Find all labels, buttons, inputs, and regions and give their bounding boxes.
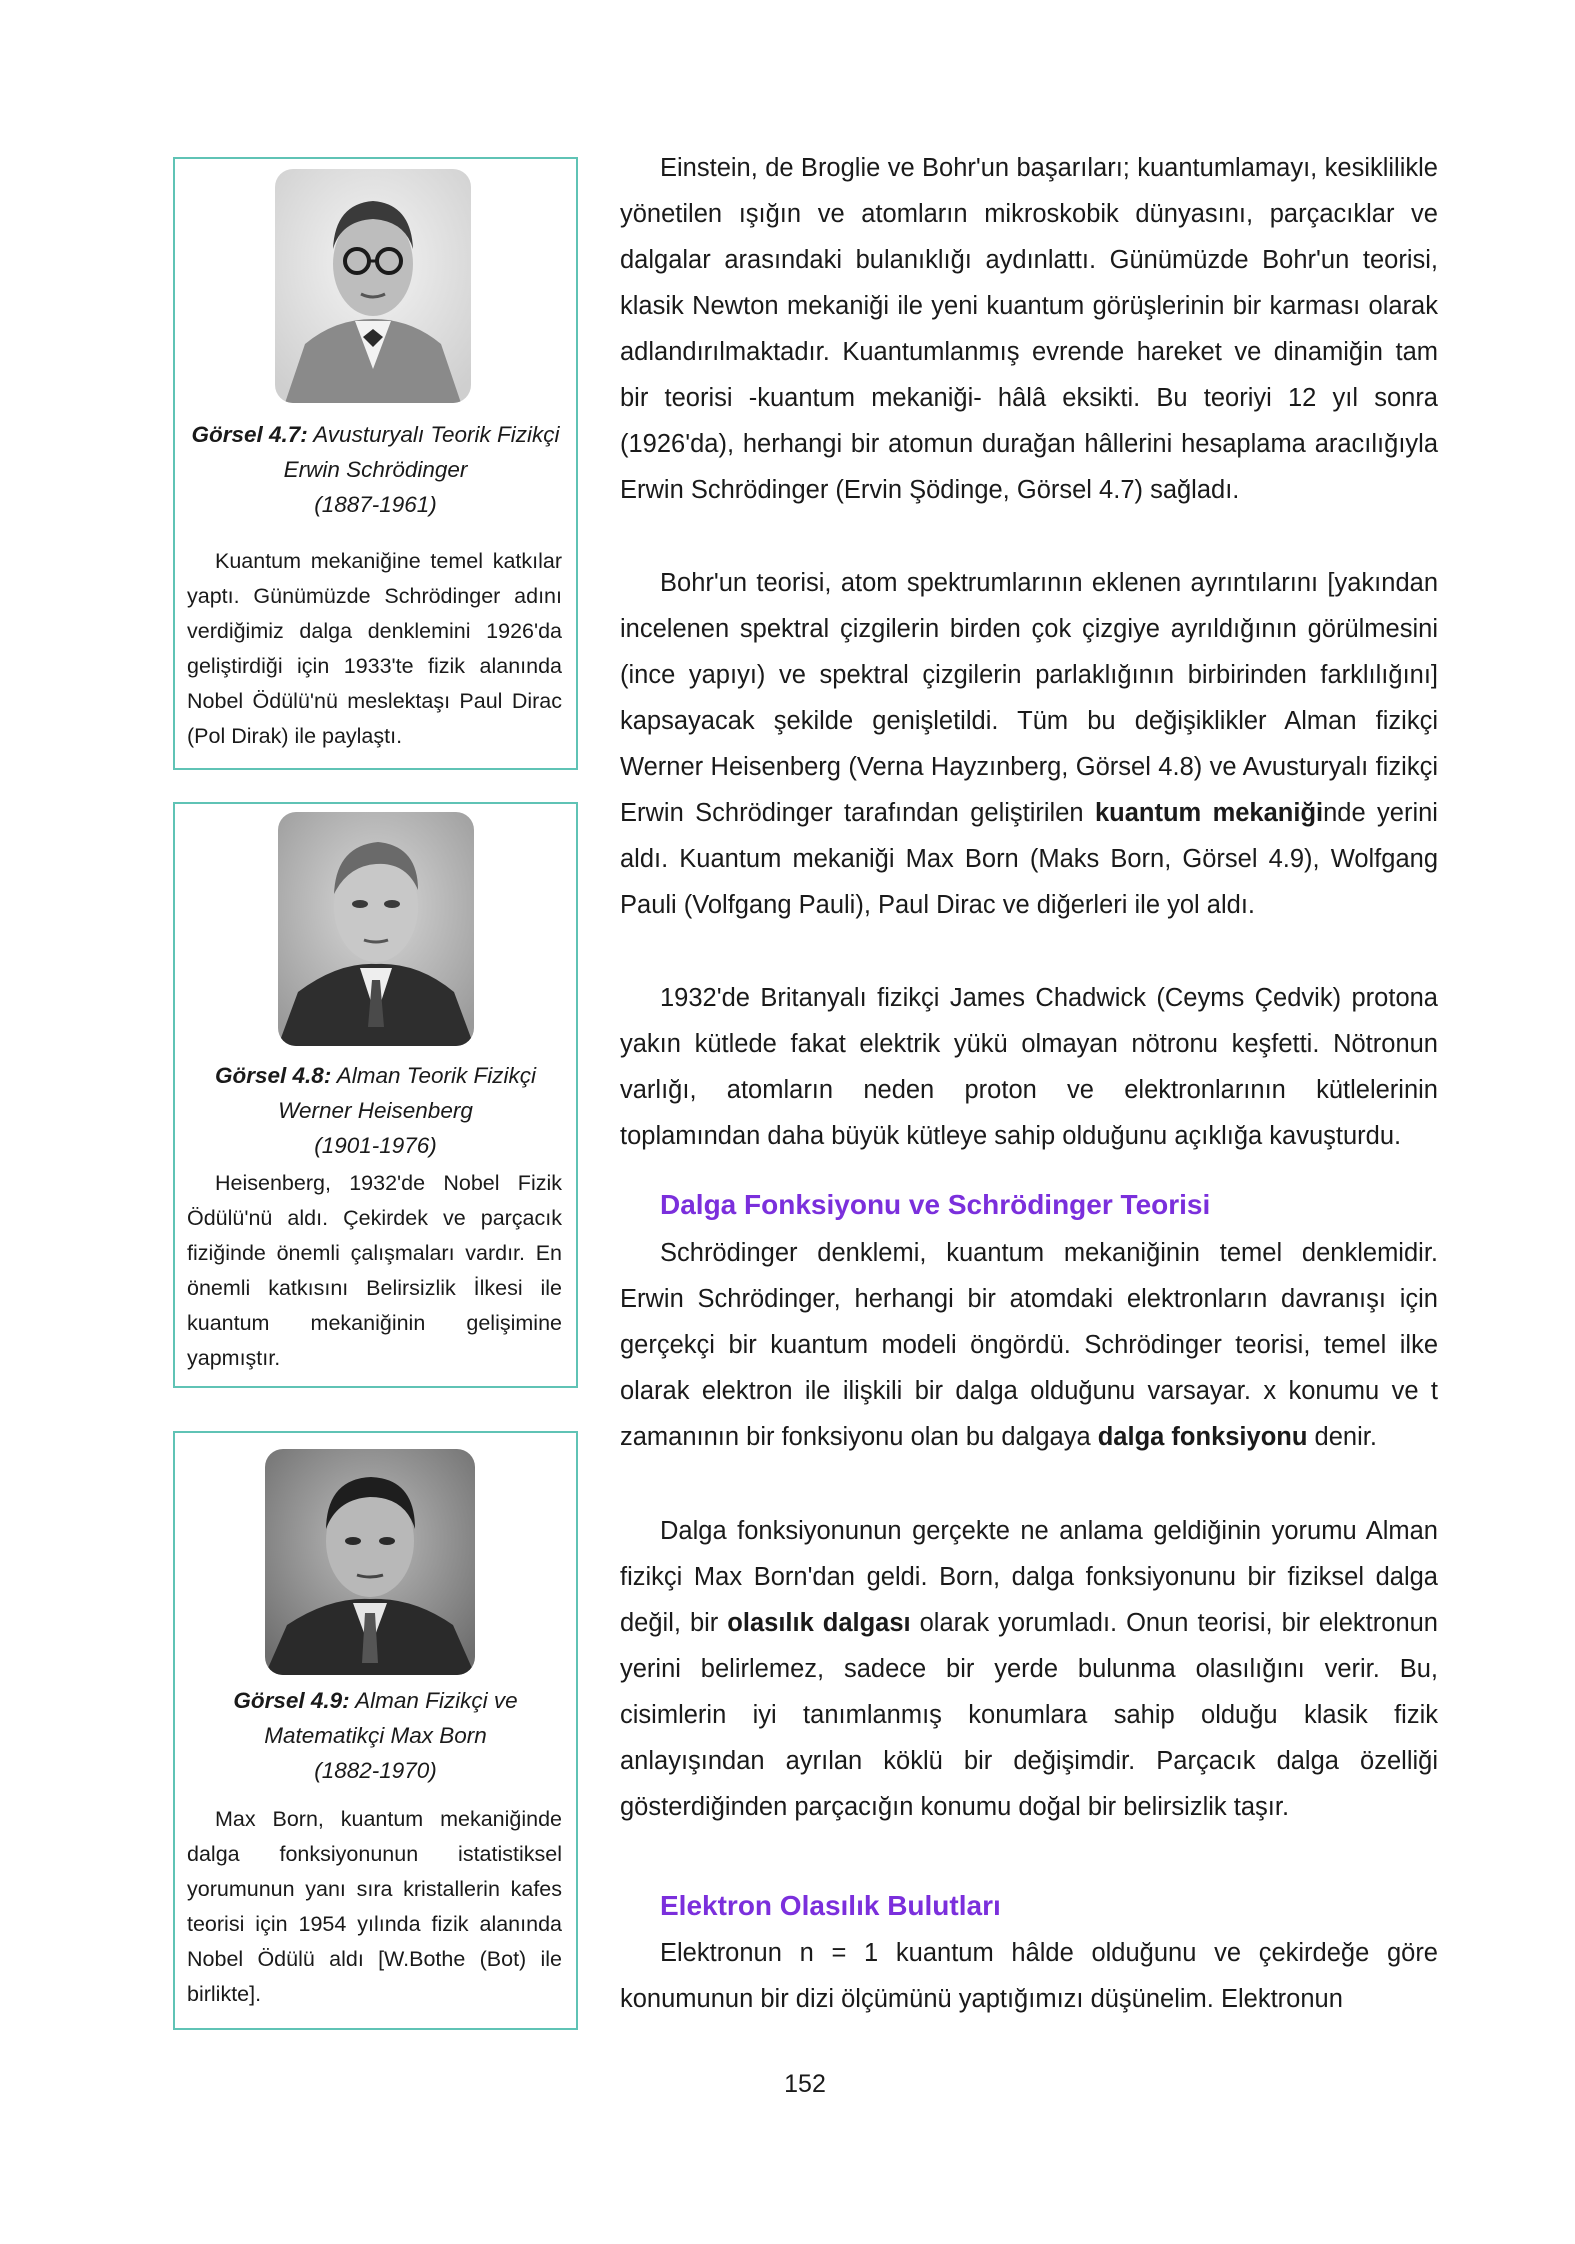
paragraph-bohr-theory [620, 560, 1438, 928]
section-heading-probability-clouds: Elektron Olasılık Bulutları [660, 1890, 1001, 1921]
paragraph-text: Schrödinger denklemi, kuantum mekaniğinin temel denklemidir. Erwin Schrödinger, herhangi bir atomdaki elektronların davranışı için gerçekçi bir kuantum modeli öngördü. Schrödinger teorisi, temel ilke olarak elektron ile ilişkili bir dalga olduğunu varsayar. x konumu ve t zamanının bir fonksiyonu olan bu dalgaya dalga fonksiyonu denir. [620, 1239, 1438, 1451]
figure-caption: Görsel 4.8: Alman Teorik Fizikçi Werner Heisenberg (1901-1976) [215, 1063, 536, 1158]
figure-caption: Görsel 4.7: Avusturyalı Teorik Fizikçi Erwin Schrödinger (1887-1961) [191, 422, 560, 517]
sidebar-box-heisenberg [173, 802, 578, 1388]
figure-caption: Görsel 4.9: Alman Fizikçi ve Matematikçi Max Born (1882-1970) [233, 1688, 518, 1783]
page-number: 152 [784, 2070, 826, 2098]
section-heading-wave-function: Dalga Fonksiyonu ve Schrödinger Teorisi [660, 1189, 1211, 1220]
figure-bio: Kuantum mekaniğine temel katkılar yaptı. Günümüzde Schrödinger adını verdiğimiz dalga denklemini 1926'da geliştirdiği için 1933'te fizik alanında Nobel Ödülü'nü meslektaşı Paul Dirac (Pol Dirak) ile paylaştı. [187, 549, 562, 748]
sidebar-box-schrodinger [173, 157, 578, 770]
paragraph-schrodinger-equation [620, 1230, 1438, 1460]
portrait-born-image [265, 1449, 475, 1675]
figure-bio: Max Born, kuantum mekaniğinde dalga fonksiyonunun istatistiksel yorumunun yanı sıra kristallerin kafes teorisi için 1954 yılında fizik alanında Nobel Ödülü aldı [W.Bothe (Bot) ile birlikte]. [187, 1807, 562, 2006]
figure-bio: Heisenberg, 1932'de Nobel Fizik Ödülü'nü aldı. Çekirdek ve parçacık fiziğinde önemli çalışmaları vardır. En önemli katkısını Belirsizlik İlkesi ile kuantum mekaniğinin gelişimine yapmıştır. [187, 1171, 562, 1370]
sidebar-box-born [173, 1431, 578, 2030]
paragraph-text: Bohr'un teorisi, atom spektrumlarının eklenen ayrıntılarını [yakından incelenen spektral çizgilerin birden çok çizgiye ayrıldığının görülmesini (ince yapıyı) ve spektral çizgilerin parlaklığının birbirinden farklılığını] kapsayacak şekilde genişletildi. Tüm bu değişiklikler Alman fizikçi Werner Heisenberg (Verna Hayzınberg, Görsel 4.8) ve Avusturyalı fizikçi Erwin Schrödinger tarafından geliştirilen kuantum mekaniğinde yerini aldı. Kuantum mekaniği Max Born (Maks Born, Görsel 4.9), Wolfgang Pauli (Volfgang Pauli), Paul Dirac ve diğerleri ile yol aldı. [620, 569, 1438, 919]
paragraph-chadwick [620, 975, 1438, 1159]
paragraph-born-interpretation [620, 1508, 1438, 1830]
paragraph-text: Dalga fonksiyonunun gerçekte ne anlama geldiğinin yorumu Alman fizikçi Max Born'dan geldi. Born, dalga fonksiyonunu bir fiziksel dalga değil, bir olasılık dalgası olarak yorumladı. Onun teorisi, bir elektronun yerini belirlemez, sadece bir yerde bulunma olasılığını verir. Bu, cisimlerin iyi tanımlanmış konumlara sahip olduğu klasik fizik anlayışından ayrılan köklü bir değişimdir. Parçacık dalga özelliği gösterdiğinden parçacığın konumu doğal bir belirsizlik taşır. [620, 1517, 1438, 1821]
paragraph-text: Elektronun n = 1 kuantum hâlde olduğunu ve çekirdeğe göre konumunun bir dizi ölçümünü yaptığımızı düşünelim. Elektronun [620, 1939, 1438, 2013]
portrait-heisenberg-image [278, 812, 474, 1046]
paragraph-electron-clouds [620, 1930, 1438, 2022]
paragraph-einstein-bohr [620, 145, 1438, 513]
paragraph-text: Einstein, de Broglie ve Bohr'un başarıları; kuantumlamayı, kesiklilikle yönetilen ışığın ve atomların mikroskobik dünyasını, parçacıklar ve dalgalar arasındaki bulanıklığı aydınlattı. Günümüzde Bohr'un teorisi, klasik Newton mekaniği ile yeni kuantum görüşlerinin bir karması olarak adlandırılmaktadır. Kuantumlanmış evrende hareket ve dinamiğin tam bir teorisi -kuantum mekaniği- hâlâ eksikti. Bu teoriyi 12 yıl sonra (1926'da), herhangi bir atomun durağan hâllerini hesaplama aracılığıyla Erwin Schrödinger (Ervin Şödinge, Görsel 4.7) sağladı. [620, 154, 1438, 504]
portrait-schrodinger-image [275, 169, 471, 403]
paragraph-text: 1932'de Britanyalı fizikçi James Chadwick (Ceyms Çedvik) protona yakın kütlede fakat elektrik yükü olmayan nötronu keşfetti. Nötronun varlığı, atomların neden proton ve elektronlarının kütlelerinin toplamından daha büyük kütleye sahip olduğunu açıklığa kavuşturdu. [620, 984, 1438, 1150]
